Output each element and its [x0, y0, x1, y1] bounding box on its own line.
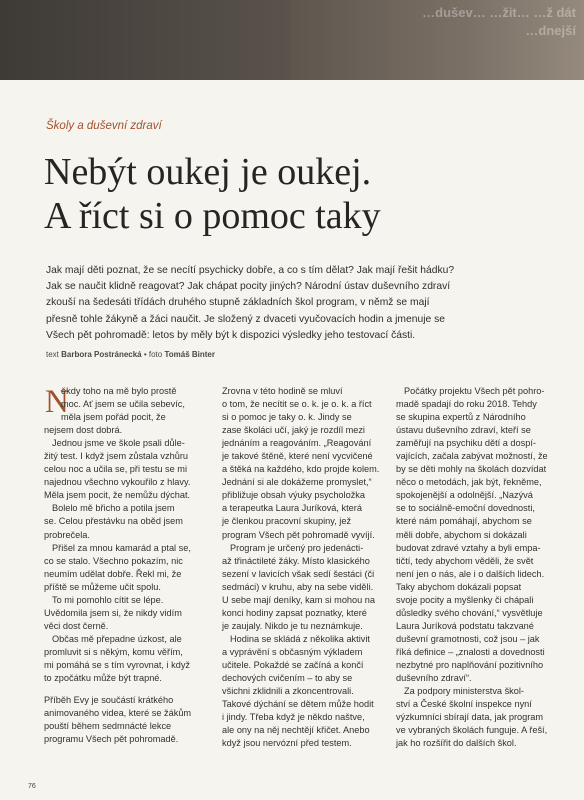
body-line: Hodina se skládá z několika aktivit — [230, 633, 370, 644]
body-line: a štěká na každého, kdo projde kolem. — [222, 464, 380, 475]
body-line: programu Všech pět pohromadě. — [44, 734, 179, 745]
body-line: pouští během sedmnácté lekce — [44, 721, 172, 732]
body-line: učitele. Pokaždé se začíná a končí — [222, 659, 364, 670]
body-line: madě spadají do roku 2018. Tehdy — [396, 399, 537, 410]
photo-area-left — [0, 0, 290, 80]
body-line: měli dobře, abychom si dokázali — [396, 529, 527, 540]
body-line: mi pomáhá se s tím vyrovnat, i když — [44, 659, 191, 670]
body-line: je členkou pracovní skupiny, jež — [222, 516, 352, 527]
body-line: zase školáci učí, jaký je rozdíl mezi — [222, 425, 365, 436]
body-line: zaměřují na psychiku dětí a dospí- — [396, 438, 536, 449]
body-line: se skupina expertů z Národního — [396, 412, 526, 423]
body-line: si o pomoc je taky o. k. Jindy se — [222, 412, 352, 423]
body-line: Taky abychom dokázali popsat — [396, 581, 522, 592]
lead-line: Všech pět pohromadě: letos by měly být k dispozici výsledky jeho testovací části. — [46, 329, 416, 341]
body-line: příště se můžeme učit spolu. — [44, 581, 161, 592]
lead-line: přesně tohle žákyně a žáci naučit. Je složený z dvaceti vyučovacích hodin a jmenuje se — [46, 313, 445, 325]
body-line: ěkdy toho na mě bylo prostě — [61, 386, 177, 396]
body-line: neumím udělat dobře. Řekl mi, že — [44, 568, 182, 579]
body-line: Bolelo mě břicho a potila jsem — [52, 503, 175, 514]
body-line: měla jsem pořád pocit, že — [61, 412, 166, 423]
lead-line: Jak mají děti poznat, že se necítí psychicky dobře, a co s tím dělat? Jak mají řešit hádku? — [46, 265, 455, 276]
lead-line: Jak se naučit klidně reagovat? Jak chápat pocity jiných? Národní ústav duševního zdraví — [46, 281, 451, 293]
body-line: se. Celou přestávku na oběd jsem — [44, 516, 183, 527]
page-number: 76 — [28, 783, 36, 790]
body-line: Počátky projektu Všech pět pohro- — [404, 386, 545, 396]
text-column-1 — [44, 385, 206, 746]
body-line: co se stalo. Všechno pokazím, nic — [44, 555, 183, 566]
body-line: když jsou nervózní před testem. — [222, 738, 352, 749]
photo-overlay-text — [376, 4, 576, 40]
headline-line: A říct si o pomoc taky — [44, 195, 381, 237]
text-column-3 — [396, 385, 560, 750]
body-line: celou noc a učila se, při testu se mi — [44, 464, 187, 475]
body-line: ství a České školní inspekce nyní — [396, 699, 532, 710]
body-line: jak ho rozšířit do dalších škol. — [396, 738, 517, 749]
body-line: Zrovna v této hodině se mluví — [222, 386, 343, 396]
body-line: a terapeutka Laura Juríková, která — [222, 503, 362, 514]
text-column-2 — [222, 385, 384, 750]
body-line: říká definice – „znalosti a dovednosti — [396, 646, 545, 657]
body-line: Přišel za mnou kamarád a ptal se, — [52, 542, 191, 553]
body-line: moc. Ať jsem se učila sebevíc, — [61, 399, 185, 410]
credit-photo-label: foto — [148, 350, 163, 359]
body-line: tičtí, tedy abychom věděli, že svět — [396, 555, 534, 566]
body-line: duševní gramotnosti, což jsou – jak — [396, 633, 540, 644]
body-line: výzkumníci sbírají data, jak program — [396, 712, 544, 723]
body-line: až třináctileté žáky. Místo klasického — [222, 555, 370, 566]
body-line: program Všech pět pohromadě vyvíjí. — [222, 529, 375, 540]
body-line: o tom, že necítit se o. k. je o. k. a říct — [222, 399, 372, 410]
photo-overlay-line: …dušev… …žit… …ž dát — [422, 5, 576, 20]
paragraph-gap — [44, 685, 206, 694]
body-line: není jen o nás, ale i o dalších lidech. — [396, 568, 545, 579]
body-line: U sebe mají deníky, kam si mohou na — [222, 594, 376, 605]
body-line: žitý test. I když jsem zůstala vzhůru — [44, 451, 188, 462]
body-line: nezbytné pro naplňování pozitivního — [396, 659, 544, 670]
header-photo — [0, 0, 584, 80]
body-line: animovaného videa, které se žákům — [44, 708, 192, 719]
body-line: Příběh Evy je součástí krátkého — [44, 695, 174, 706]
body-line: Program je určený pro jedenácti- — [230, 542, 364, 553]
body-line: To mi pomohlo cítit se lépe. — [52, 594, 164, 605]
body-line: konci hodiny zapsat poznatky, které — [222, 607, 367, 618]
body-line: sedmáci) v kruhu, aby na sebe viděli. — [222, 581, 374, 592]
headline-line: Nebýt oukej je oukej. — [44, 151, 372, 193]
body-line: Za podpory ministerstva škol- — [404, 686, 524, 697]
credit-separator: • — [141, 350, 149, 359]
body-line: ve vybraných školách funguje. A řeší, — [396, 725, 548, 736]
body-line: je zaujaly. Nikdo je tu neznámkuje. — [222, 620, 363, 631]
body-line: něco o metodách, jak být, řekněme, — [396, 477, 542, 488]
body-line: i jindy. Třeba když je někdo naštve, — [222, 712, 365, 723]
body-line: se to sociálně-emoční dovednosti, — [396, 503, 535, 514]
body-line: důsledky svého chování,“ vysvětluje — [396, 607, 543, 618]
body-line: Občas mě přepadne úzkost, ale — [52, 633, 182, 644]
body-line: to zpočátku může být trapné. — [44, 673, 162, 684]
body-line: Takové dýchání se dětem může hodit — [222, 699, 374, 710]
section-rubric: Školy a duševní zdraví — [46, 120, 162, 132]
body-line: přibližuje obsah výuky psycholožka — [222, 490, 365, 501]
body-line: Měla jsem pocit, že nemůžu dýchat. — [44, 490, 191, 501]
body-line: Jednání si ale dokážeme promyslet,“ — [222, 477, 372, 488]
body-line: Uvědomila jsem si, že nikdy vidím — [44, 607, 182, 618]
body-line: svoje pocity a myšlenky či chápali — [396, 594, 534, 605]
body-line: sezení v lavicích však sedí šestáci (či — [222, 568, 375, 579]
body-line: probrečela. — [44, 529, 90, 540]
body-line: budovat zdravé vztahy a byli empa- — [396, 542, 541, 553]
lead-line: zkouší na šedesáti třídách druhého stupně základních škol program, v němž se mají — [46, 297, 430, 309]
drop-cap: N — [45, 384, 69, 420]
body-line: spokojenější a odolnější. „Nazývá — [396, 490, 533, 501]
body-line: dechových cvičením – to aby se — [222, 673, 353, 684]
body-line: jednáním a reagováním. „Reagování — [222, 438, 372, 449]
body-line: je takové štěně, které není vycvičené — [222, 451, 373, 462]
body-line: duševního zdraví“. — [396, 673, 472, 684]
body-line: by se děti mohly na školách dozvídat — [396, 464, 547, 475]
body-line: a vyprávění s občasným výkladem — [222, 646, 363, 657]
body-line: ústavu duševního zdraví, kteří se — [396, 425, 531, 436]
body-line: věci dost černě. — [44, 620, 109, 631]
body-line: Jednou jsme ve škole psali důle- — [52, 438, 185, 449]
body-line: všichni zklidnili a zkoncentrovali. — [222, 686, 354, 697]
body-line: nejsem dost dobrá. — [44, 425, 123, 436]
body-line: promluvit si s někým, komu věřím, — [44, 646, 183, 657]
credit-photographer: Tomáš Binter — [164, 350, 215, 359]
body-line: najednou všechno vykouřilo z hlavy. — [44, 477, 191, 488]
credit-text-label: text — [46, 350, 59, 359]
body-line: ale ony na něj nechtějí křičet. Anebo — [222, 725, 370, 736]
article-headline — [44, 150, 564, 238]
article-credits — [46, 350, 215, 359]
credit-author: Barbora Postránecká — [61, 350, 142, 359]
body-line: které nám pomáhají, abychom se — [396, 516, 532, 527]
body-line: vajících, začala zabývat možností, že — [396, 451, 548, 462]
photo-overlay-line: …dnejší — [525, 23, 576, 38]
body-line: Laura Juríková podstatu takzvané — [396, 620, 534, 631]
article-lead — [46, 263, 546, 344]
